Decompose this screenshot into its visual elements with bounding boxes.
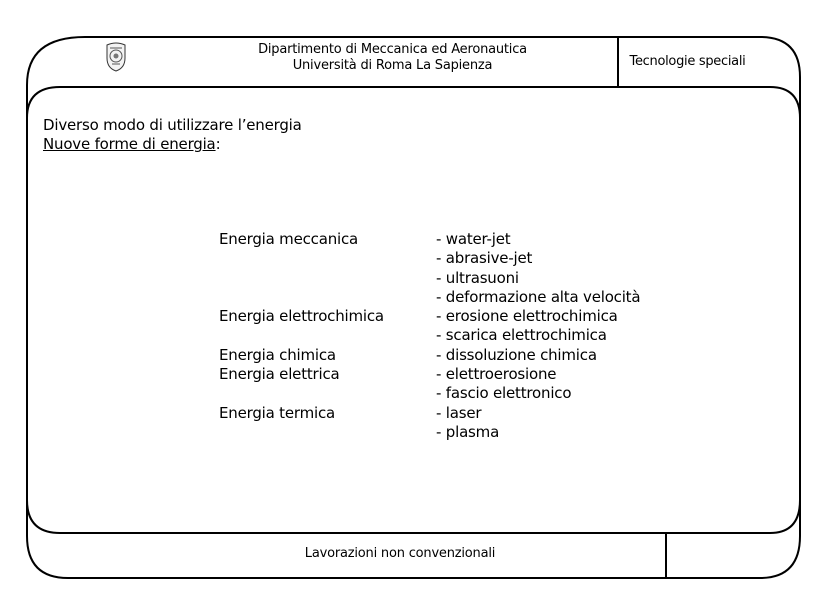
header-institution <box>240 42 545 74</box>
department-name: Dipartimento di Meccanica ed Aeronautica <box>258 42 527 57</box>
footer-title: Lavorazioni non convenzionali <box>304 546 496 561</box>
energy-type-item <box>219 249 384 268</box>
energy-type-item <box>219 326 384 345</box>
energy-type-item: Energia elettrica <box>219 365 340 384</box>
process-item: - water-jet <box>436 230 511 248</box>
energy-type-item: Energia elettrochimica <box>219 307 384 326</box>
energy-type-item: Energia chimica <box>219 345 336 364</box>
process-item: - scarica elettrochimica <box>436 326 607 345</box>
course-title: Tecnologie speciali <box>629 54 746 69</box>
intro-subheading <box>43 135 302 154</box>
energy-type-item: Energia termica <box>219 403 335 422</box>
subheading-underlined: Nuove forme di energia <box>43 135 216 153</box>
process-item: - dissoluzione chimica <box>436 345 597 364</box>
process-item: - plasma <box>436 422 500 441</box>
process-item: - fascio elettronico <box>436 384 572 403</box>
energy-type-item: Energia meccanica <box>219 230 359 248</box>
process-item: - erosione elettrochimica <box>436 307 618 326</box>
energy-type-item <box>219 423 384 442</box>
process-item: - laser <box>436 403 482 422</box>
intro-text <box>43 116 302 154</box>
university-seal-icon <box>105 42 127 72</box>
energy-type-item <box>219 269 384 288</box>
process-item: - ultrasuoni <box>436 268 519 287</box>
subheading-colon: : <box>215 135 221 153</box>
energy-type-item <box>219 288 384 307</box>
process-item: - elettroerosione <box>436 365 557 384</box>
intro-line: Diverso modo di utilizzare l’energia <box>43 116 302 134</box>
energy-types-column <box>219 230 384 442</box>
processes-column <box>436 230 640 442</box>
energy-type-item <box>219 384 384 403</box>
process-item: - deformazione alta velocità <box>436 287 641 306</box>
university-name: Università di Roma La Sapienza <box>292 58 493 73</box>
process-item: - abrasive-jet <box>436 249 533 268</box>
